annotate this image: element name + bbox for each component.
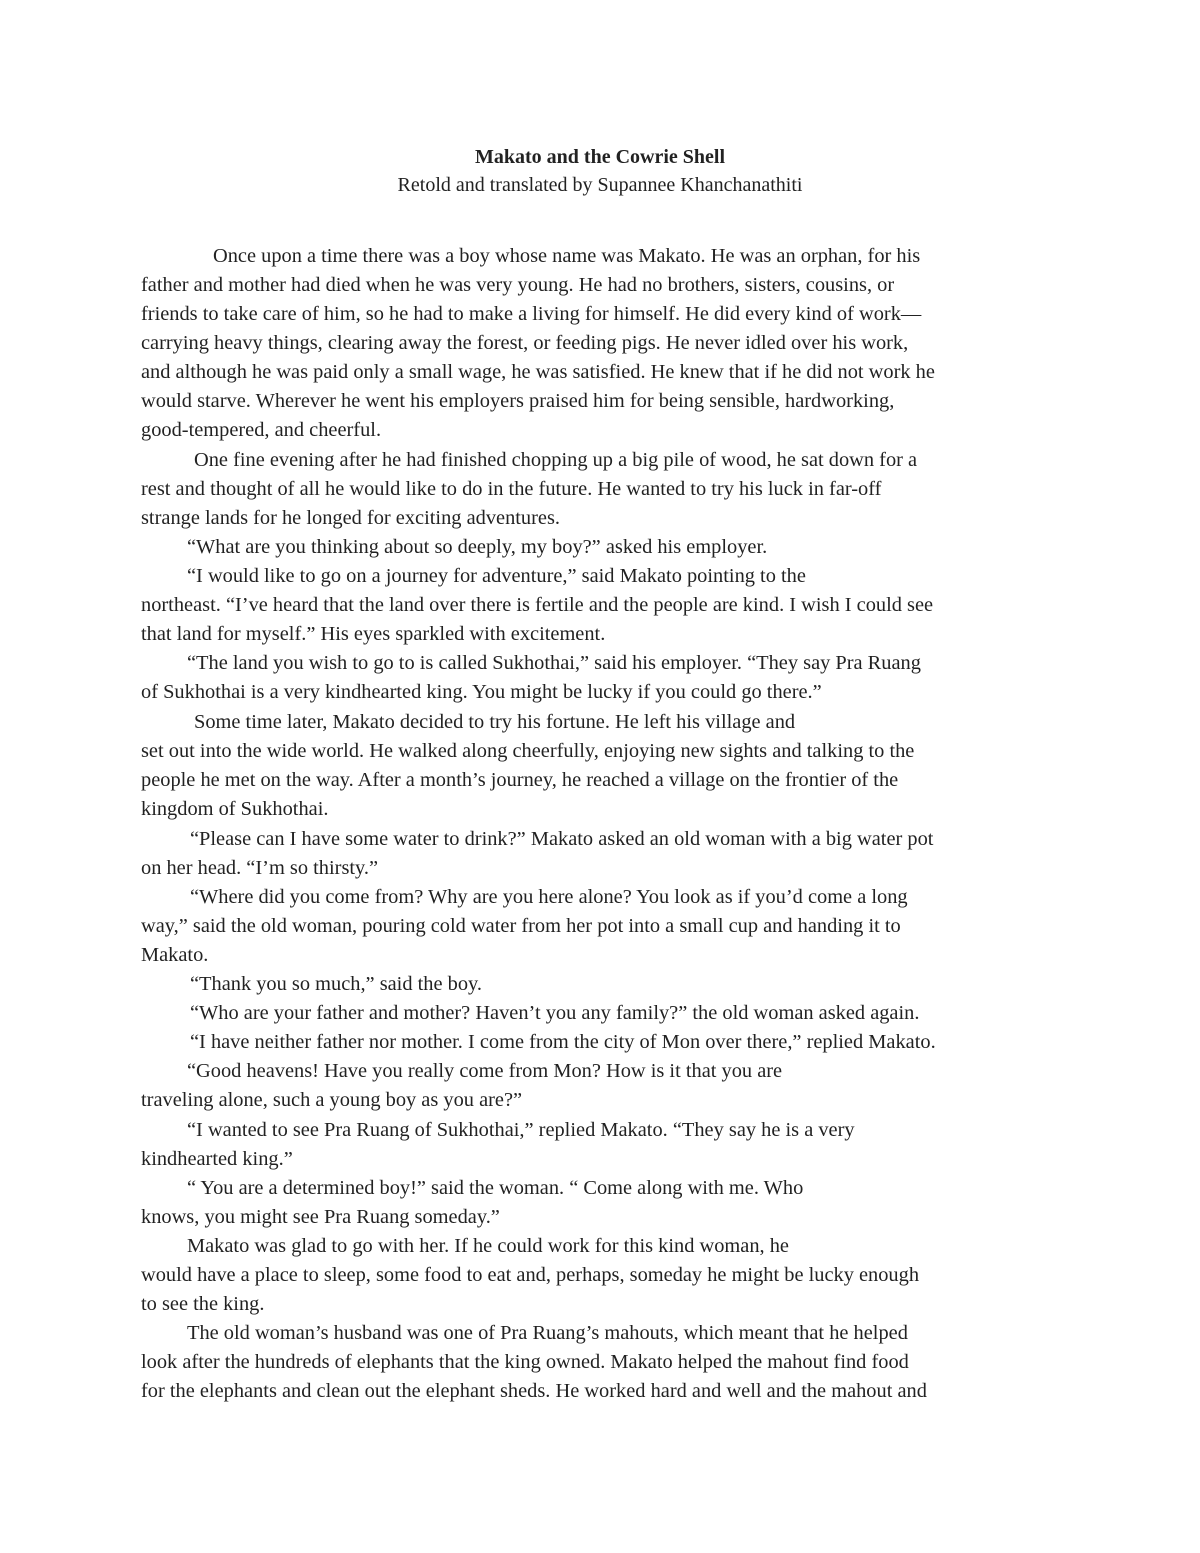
story-line: “Please can I have some water to drink?” Makato asked an old woman with a big water pot — [190, 828, 934, 850]
story-line: that land for myself.” His eyes sparkled with excitement. — [141, 623, 606, 645]
story-line: “ You are a determined boy!” said the woman. “ Come along with me. Who — [187, 1177, 804, 1199]
document-title: Makato and the Cowrie Shell — [475, 146, 725, 168]
story-line: father and mother had died when he was very young. He had no brothers, sisters, cousins, or — [141, 274, 895, 296]
story-line: “What are you thinking about so deeply, my boy?” asked his employer. — [187, 536, 768, 558]
story-line: and although he was paid only a small wage, he was satisfied. He knew that if he did not work he — [141, 361, 935, 383]
story-line: of Sukhothai is a very kindhearted king. You might be lucky if you could go there.” — [141, 681, 822, 703]
story-line: kindhearted king.” — [141, 1148, 293, 1170]
story-line: One fine evening after he had finished chopping up a big pile of wood, he sat down for a — [194, 449, 918, 471]
story-line: knows, you might see Pra Ruang someday.” — [141, 1206, 500, 1228]
story-line: “I wanted to see Pra Ruang of Sukhothai,” replied Makato. “They say he is a very — [187, 1119, 855, 1141]
story-line: way,” said the old woman, pouring cold water from her pot into a small cup and handing it to — [141, 915, 901, 937]
story-line: friends to take care of him, so he had to make a living for himself. He did every kind of work— — [141, 303, 922, 325]
story-line: Makato. — [141, 944, 209, 966]
story-line: to see the king. — [141, 1293, 265, 1315]
story-line: The old woman’s husband was one of Pra Ruang’s mahouts, which meant that he helped — [187, 1322, 908, 1344]
story-line: northeast. “I’ve heard that the land over there is fertile and the people are kind. I wish I could see — [141, 594, 934, 616]
story-line: “Good heavens! Have you really come from Mon? How is it that you are — [187, 1060, 783, 1082]
story-line: would starve. Wherever he went his employers praised him for being sensible, hardworking, — [141, 390, 895, 412]
story-line: strange lands for he longed for exciting adventures. — [141, 507, 561, 529]
story-line: would have a place to sleep, some food to eat and, perhaps, someday he might be lucky enough — [141, 1264, 920, 1286]
story-line: look after the hundreds of elephants that the king owned. Makato helped the mahout find food — [141, 1351, 909, 1373]
story-line: “Thank you so much,” said the boy. — [190, 973, 483, 995]
story-line: “Where did you come from? Why are you here alone? You look as if you’d come a long — [190, 886, 908, 908]
story-line: “I have neither father nor mother. I come from the city of Mon over there,” replied Makato. — [190, 1031, 936, 1053]
document-subtitle: Retold and translated by Supannee Khanchanathiti — [397, 174, 803, 196]
story-line: Once upon a time there was a boy whose name was Makato. He was an orphan, for his — [213, 245, 921, 267]
story-line: Makato was glad to go with her. If he could work for this kind woman, he — [187, 1235, 789, 1257]
story-line: rest and thought of all he would like to do in the future. He wanted to try his luck in far-off — [141, 478, 882, 500]
story-line: for the elephants and clean out the elephant sheds. He worked hard and well and the mahout and — [141, 1380, 927, 1402]
story-line: “Who are your father and mother? Haven’t you any family?” the old woman asked again. — [190, 1002, 920, 1024]
story-line: good-tempered, and cheerful. — [141, 419, 382, 441]
story-line: set out into the wide world. He walked along cheerfully, enjoying new sights and talking to the — [141, 740, 915, 762]
story-line: carrying heavy things, clearing away the forest, or feeding pigs. He never idled over his work, — [141, 332, 909, 354]
story-line: people he met on the way. After a month’s journey, he reached a village on the frontier of the — [141, 769, 899, 791]
story-line: traveling alone, such a young boy as you are?” — [141, 1089, 523, 1111]
story-line: on her head. “I’m so thirsty.” — [141, 857, 379, 879]
story-line: “I would like to go on a journey for adventure,” said Makato pointing to the — [187, 565, 806, 587]
story-line: kingdom of Sukhothai. — [141, 798, 329, 820]
story-line: Some time later, Makato decided to try his fortune. He left his village and — [194, 711, 796, 733]
story-line: “The land you wish to go to is called Sukhothai,” said his employer. “They say Pra Ruang — [187, 652, 921, 674]
